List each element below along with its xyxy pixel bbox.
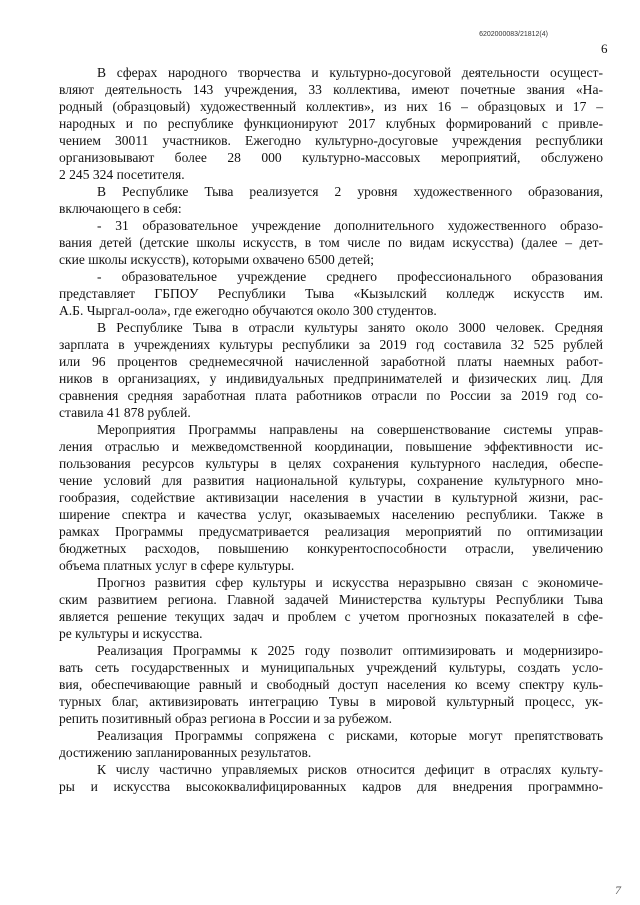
text-line: или 96 процентов среднемесячной начисленной заработной платы наемных работ- xyxy=(59,354,603,369)
text-line: организовывают более 28 000 культурно-массовых мероприятий, обслужено xyxy=(59,150,603,165)
handwritten-mark: 7 xyxy=(615,883,621,897)
text-line: зарплата в учреждениях культуры республики за 2019 год составила 32 525 рублей xyxy=(59,337,603,352)
paragraph xyxy=(59,421,603,574)
text-line: В сферах народного творчества и культурно-досуговой деятельности осущест- xyxy=(97,65,603,80)
text-line: чение условий для развития национальной культуры, сохранение культурного мно- xyxy=(59,473,603,488)
text-line: вания детей (детские школы искусств, в том числе по видам искусства) (далее – дет- xyxy=(59,235,603,250)
paragraph xyxy=(59,727,603,761)
text-line: достижению запланированных результатов. xyxy=(59,745,312,760)
text-line: вия, обеспечивающие равный и свободный доступ населения ко всему спектру куль- xyxy=(59,677,603,692)
text-line: В Республике Тыва реализуется 2 уровня художественного образования, xyxy=(97,184,603,199)
text-line: рамках Программы предусматривается реализация мероприятий по оптимизации xyxy=(59,524,603,539)
text-line: сравнения средняя заработная плата работников отрасли по России за 2019 год со- xyxy=(59,388,603,403)
text-line: вляют деятельность 143 учреждения, 33 коллектива, имеют почетные звания «На- xyxy=(59,82,603,97)
text-line: К числу частично управляемых рисков относится дефицит в отраслях культу- xyxy=(97,762,603,777)
text-line: Прогноз развития сфер культуры и искусства неразрывно связан с экономиче- xyxy=(97,575,603,590)
text-line: ским развитием региона. Главной задачей Министерства культуры Республики Тыва xyxy=(59,592,603,607)
paragraph xyxy=(59,268,603,319)
text-line: пользования ресурсов культуры в целях сохранения культурного наследия, обеспе- xyxy=(59,456,603,471)
page-number: 6 xyxy=(601,41,608,56)
text-line: ширение спектра и качества услуг, оказываемых населению республики. Также в xyxy=(59,507,603,522)
text-line: народных и по республике функционируют 2017 клубных формирований с привле- xyxy=(59,116,603,131)
text-line: - 31 образовательное учреждение дополнительного художественного образо- xyxy=(97,218,603,233)
text-line: ры и искусства высококвалифицированных кадров для внедрения программно- xyxy=(59,779,603,794)
paragraph xyxy=(59,574,603,642)
paragraph xyxy=(59,761,603,795)
text-line: ставила 41 878 рублей. xyxy=(59,405,191,420)
text-line: 2 245 324 посетителя. xyxy=(59,167,185,182)
text-line: ские школы искусств), которыми охвачено 6500 детей; xyxy=(59,252,375,267)
text-line: ников в организациях, у индивидуальных предпринимателей и физических лиц. Для xyxy=(59,371,603,386)
paragraph xyxy=(59,319,603,421)
text-line: - образовательное учреждение среднего профессионального образования xyxy=(97,269,603,284)
text-line: А.Б. Чыргал-оола», где ежегодно обучаются около 300 студентов. xyxy=(59,303,437,318)
paragraph xyxy=(59,642,603,727)
document-id: 6202000083/21812(4) xyxy=(479,31,548,38)
text-line: родный (образцовый) художественный коллектив», из них 16 – образцовых и 17 – xyxy=(59,99,603,114)
text-line: Реализация Программы к 2025 году позволит оптимизировать и модернизиро- xyxy=(97,643,603,658)
text-line: ре культуры и искусства. xyxy=(59,626,203,641)
text-line: ления отраслью и межведомственной координации, повышение эффективности ис- xyxy=(59,439,603,454)
text-line: представляет ГБПОУ Республики Тыва «Кызылский колледж искусств им. xyxy=(59,286,603,301)
text-line: Реализация Программы сопряжена с рисками, которые могут препятствовать xyxy=(97,728,603,743)
text-line: репить позитивный образ региона в России и за рубежом. xyxy=(59,711,392,726)
text-line: объема платных услуг в сфере культуры. xyxy=(59,558,295,573)
text-line: является решение текущих задач и проблем с учетом прогнозных показателей в сфе- xyxy=(59,609,603,624)
text-line: Мероприятия Программы направлены на совершенствование системы управ- xyxy=(97,422,603,437)
text-line: вать сеть государственных и муниципальных учреждений культуры, создать усло- xyxy=(59,660,603,675)
text-line: гообразия, содействие активизации населения в участии в культурной жизни, рас- xyxy=(59,490,603,505)
paragraph xyxy=(59,64,603,183)
document-body xyxy=(59,64,603,795)
paragraph xyxy=(59,183,603,217)
text-line: бюджетных расходов, повышению конкурентоспособности отрасли, увеличению xyxy=(59,541,603,556)
paragraph xyxy=(59,217,603,268)
text-line: В Республике Тыва в отрасли культуры занято около 3000 человек. Средняя xyxy=(97,320,603,335)
text-line: чением 30011 участников. Ежегодно культурно-досуговые учреждения республики xyxy=(59,133,603,148)
text-line: включающего в себя: xyxy=(59,201,182,216)
text-line: турных благ, активизировать интеграцию Тувы в мировой культурный процесс, ук- xyxy=(59,694,603,709)
